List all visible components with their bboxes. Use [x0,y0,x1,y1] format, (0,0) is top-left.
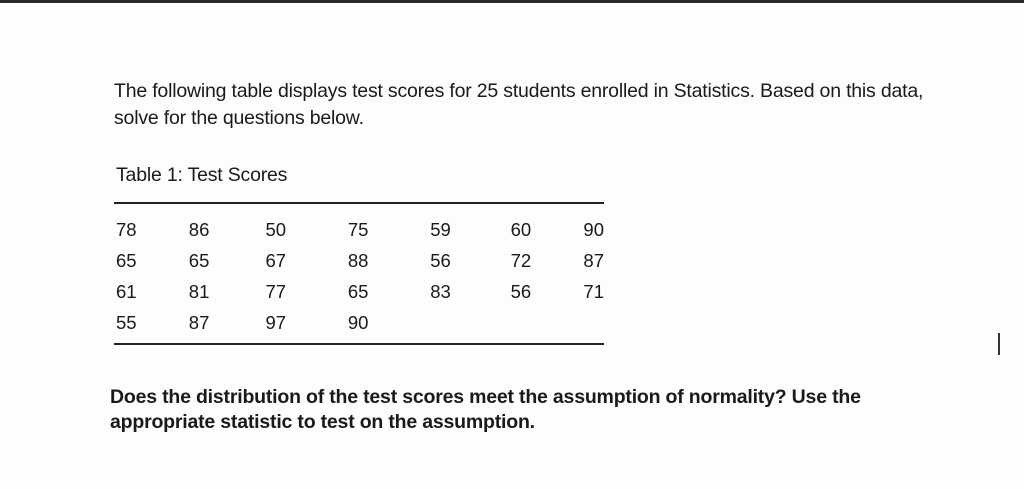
table-cell: 86 [188,218,210,240]
table-cell: 59 [430,218,451,240]
table-cell: 81 [188,280,210,302]
table-cell: 72 [510,249,532,271]
table-cell [503,307,578,338]
table-cell: 65 [188,249,210,271]
intro-paragraph: The following table displays test scores for 25 students enrolled in Statistics. Based on this data, solve for the questions below. [114,80,924,129]
table-cell: 90 [347,311,369,333]
table-caption: Table 1: Test Scores [116,164,288,186]
table-cell: 75 [347,218,369,240]
table-row [114,245,604,276]
table-cell: 83 [430,280,451,302]
table-row [114,307,604,338]
table-cell: 50 [265,218,287,240]
table-cell: 56 [430,249,451,271]
table-cell: 55 [116,311,137,333]
table-cell [577,307,604,338]
table-cell: 71 [583,280,604,302]
table-cell: 77 [265,280,287,302]
table-cell [420,307,502,338]
table-cell: 87 [188,311,210,333]
table-cell: 90 [583,218,604,240]
table-cell: 65 [347,280,369,302]
scores-table [114,214,604,338]
table-cell: 88 [347,249,369,271]
table-cell: 61 [116,280,137,302]
table-cell: 87 [583,249,604,271]
top-border [0,0,1024,3]
table-row [114,214,604,245]
table-cell: 65 [116,249,137,271]
table-cell: 78 [116,218,137,240]
scores-table-container [114,202,604,345]
question-text: Does the distribution of the test scores meet the assumption of normality? Use the appropriate statistic to test on the assumption. [110,386,861,433]
table-cell: 97 [265,311,287,333]
table-cell: 56 [510,280,532,302]
table-row [114,276,604,307]
table-cell: 67 [265,249,287,271]
text-cursor-mark [998,333,1000,355]
table-cell: 60 [510,218,532,240]
